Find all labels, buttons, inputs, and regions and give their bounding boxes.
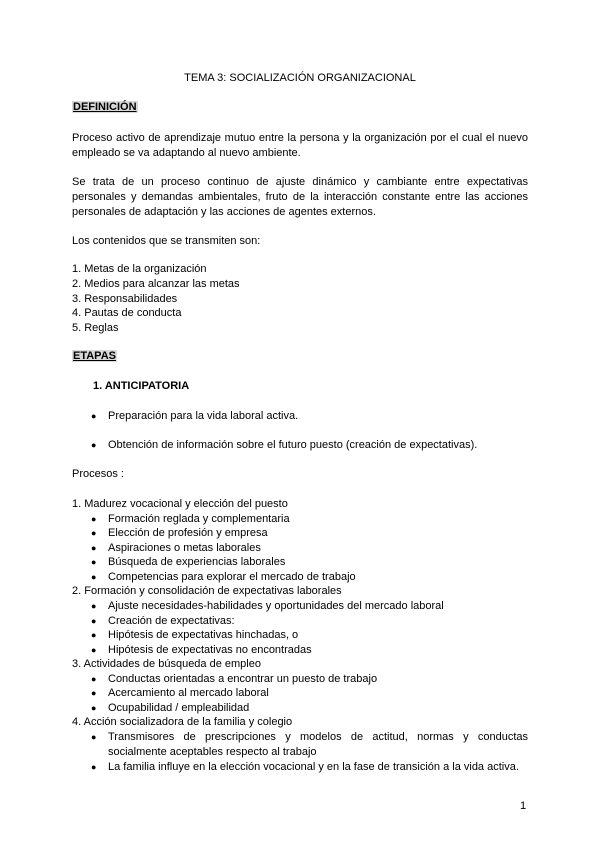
proceso-item: ● Competencias para explorar el mercado de trabajo xyxy=(91,571,356,583)
contenidos-intro: Los contenidos que se transmiten son: xyxy=(72,235,261,247)
bullet-icon: ● xyxy=(91,703,97,713)
bullet-icon: ● xyxy=(91,630,97,640)
proceso-title: 1. Madurez vocacional y elección del puesto xyxy=(72,498,288,510)
contenido-item: 2. Medios para alcanzar las metas xyxy=(72,278,240,290)
etapas-heading: ETAPAS xyxy=(73,350,116,362)
contenido-item: 3. Responsabilidades xyxy=(72,293,178,305)
proceso-item: ● Acercamiento al mercado laboral xyxy=(91,687,269,699)
proceso-item: ● Ajuste necesidades-habilidades y oportunidades del mercado laboral xyxy=(91,600,444,612)
bullet-icon: ● xyxy=(91,601,97,611)
proceso-item: ● Ocupabilidad / empleabilidad xyxy=(91,702,250,714)
bullet-icon: ● xyxy=(91,732,97,742)
contenido-item: 4. Pautas de conducta xyxy=(72,307,182,319)
page-number: 1 xyxy=(520,800,527,812)
proceso-item: ● Hipótesis de expectativas hinchadas, o xyxy=(91,629,299,641)
bullet-icon: ● xyxy=(91,528,97,538)
proceso-item: ● Elección de profesión y empresa xyxy=(91,527,268,539)
proceso-item: ● Aspiraciones o metas laborales xyxy=(91,542,261,554)
proceso-title: 4. Acción socializadora de la familia y colegio xyxy=(72,716,293,728)
bullet-icon: ● xyxy=(91,411,97,421)
proceso-item: ● Conductas orientadas a encontrar un puesto de trabajo xyxy=(91,673,378,685)
anticipatoria-bullet: ● Preparación para la vida laboral activa. xyxy=(91,410,299,422)
definicion-paragraph-2: Se trata de un proceso continuo de ajuste dinámico y cambiante entre expectativas personales y demandas ambientales, fruto de la interacción constante entre las acciones personales de adaptación y las acciones de agentes externos. xyxy=(72,176,528,218)
bullet-icon: ● xyxy=(91,674,97,684)
definicion-heading: DEFINICIÓN xyxy=(73,101,137,113)
bullet-icon: ● xyxy=(91,688,97,698)
contenido-item: 5. Reglas xyxy=(72,322,119,334)
bullet-icon: ● xyxy=(91,645,97,655)
proceso-title: 2. Formación y consolidación de expectativas laborales xyxy=(72,585,342,597)
proceso-item: ● Creación de expectativas: xyxy=(91,615,235,627)
bullet-icon: ● xyxy=(91,440,97,450)
bullet-icon: ● xyxy=(91,543,97,553)
bullet-icon: ● xyxy=(91,762,97,772)
proceso-item: ● Hipótesis de expectativas no encontradas xyxy=(91,644,312,656)
anticipatoria-heading: 1. ANTICIPATORIA xyxy=(93,380,190,392)
contenido-item: 1. Metas de la organización xyxy=(72,263,207,275)
definicion-paragraph-1: Proceso activo de aprendizaje mutuo entre la persona y la organización por el cual el nuevo empleado se va adaptando al nuevo ambiente. xyxy=(72,132,528,159)
proceso-item: ● Formación reglada y complementaria xyxy=(91,513,290,525)
bullet-icon: ● xyxy=(91,616,97,626)
proceso-item: ● La familia influye en la elección vocacional y en la fase de transición a la vida activa. xyxy=(91,761,519,773)
bullet-icon: ● xyxy=(91,572,97,582)
bullet-icon: ● xyxy=(91,557,97,567)
anticipatoria-bullet: ● Obtención de información sobre el futuro puesto (creación de expectativas). xyxy=(91,439,478,451)
bullet-icon: ● xyxy=(91,514,97,524)
proceso-title: 3. Actividades de búsqueda de empleo xyxy=(72,658,261,670)
proceso-item: ● Búsqueda de experiencias laborales xyxy=(91,556,286,568)
document-title: TEMA 3: SOCIALIZACIÓN ORGANIZACIONAL xyxy=(184,72,416,84)
procesos-label: Procesos : xyxy=(72,468,124,480)
proceso-item: ● Transmisores de prescripciones y modelos de actitud, normas y conductas socialmente aceptables respecto al trabajo xyxy=(91,731,528,758)
